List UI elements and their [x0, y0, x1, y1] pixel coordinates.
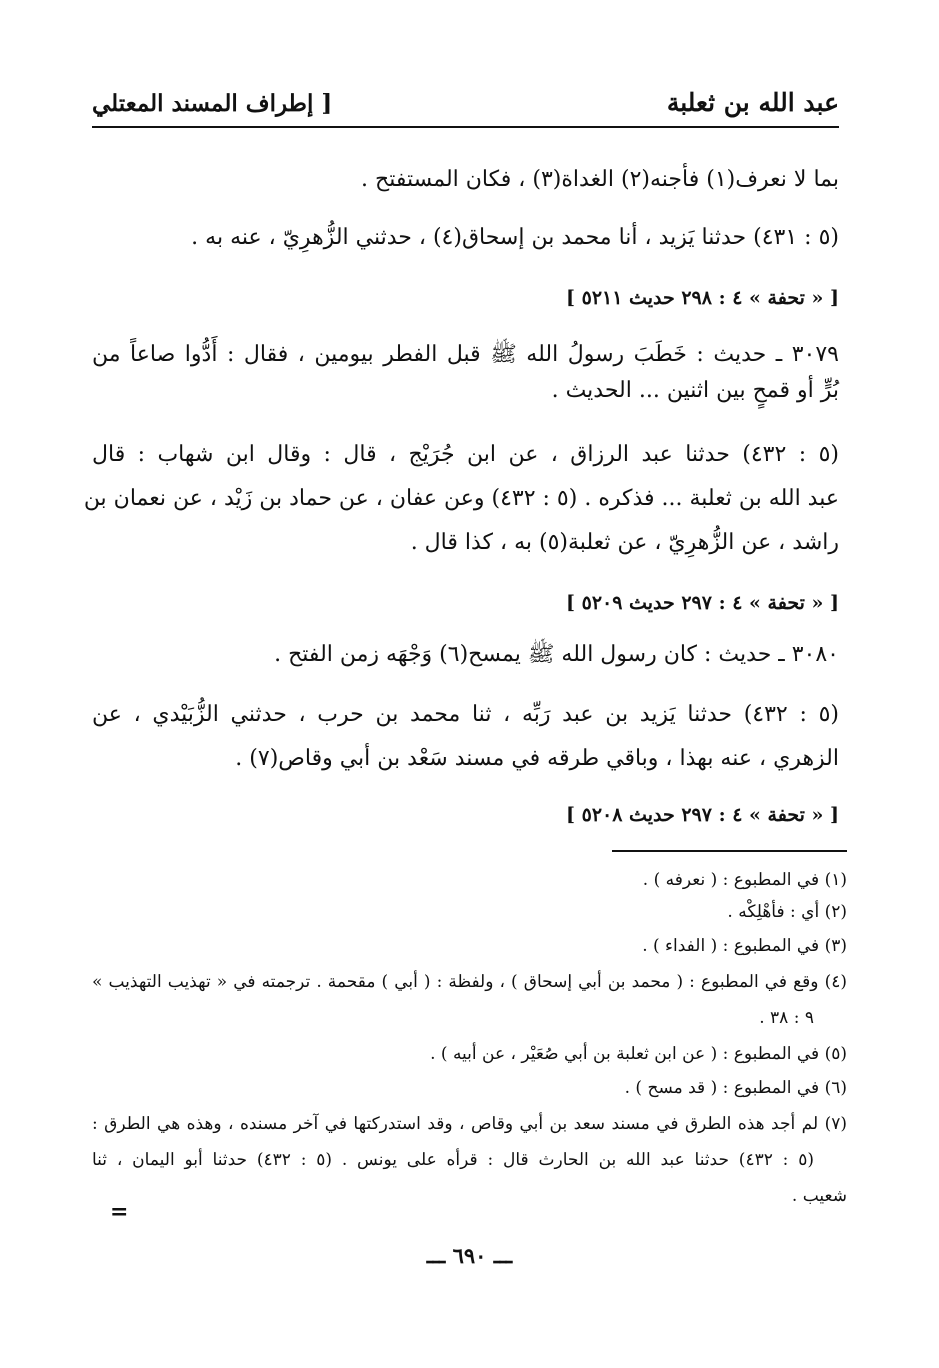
tuhfa-reference: [ « تحفة » ٤ : ٢٩٧ حديث ٥٢٠٩ ]: [566, 592, 839, 614]
isnad-line: (٥ : ٤٣٢) حدثنا عبد الرزاق ، عن ابن جُرَيْج ، قال : وقال ابن شهاب : قال: [92, 442, 839, 467]
running-header-chapter: عبد الله بن ثعلبة: [666, 88, 839, 117]
footnote-3: (٣) في المطبوع : ( الفداء ) .: [642, 936, 847, 956]
hadith-3079-heading: ٣٠٧٩ ـ حديث : خَطَبَ رسولُ الله ﷺ قبل الفطر بيومين ، فقال : أَدُّوا صاعاً من: [92, 342, 839, 367]
footnote-7-end: شعيب .: [791, 1186, 847, 1206]
text-line: بما لا نعرف(١) فأجنه(٢) الغداة(٣) ، فكان المستفتح .: [361, 167, 839, 192]
footnote-separator: [612, 850, 847, 852]
footnote-5: (٥) في المطبوع : ( عن ابن ثعلبة بن أبي صُعَيْر ، عن أبيه ) .: [430, 1044, 847, 1064]
tuhfa-reference: [ « تحفة » ٤ : ٢٩٨ حديث ٥٢١١ ]: [566, 287, 839, 309]
header-rule: [92, 126, 839, 128]
running-header-book: [ إطراف المسند المعتلي: [92, 90, 333, 117]
hadith-3080-heading: ٣٠٨٠ ـ حديث : كان رسول الله ﷺ يمسح(٦) وَجْهَه زمن الفتح .: [274, 642, 839, 667]
isnad-line: الزهري ، عنه بهذا ، وباقي طرقه في مسند سَعْد بن أبي وقاص(٧) .: [235, 746, 839, 771]
continuation-mark: =: [110, 1199, 129, 1225]
footnote-7: (٧) لم أجد هذه الطرق في مسند سعد بن أبي وقاص ، وقد استدركتها في آخر مسنده ، وهذه هي الطرق :: [92, 1114, 847, 1134]
text-line: بُرٍّ أو قمحٍ بين اثنين ... الحديث .: [551, 378, 839, 403]
isnad-line: راشد ، عن الزُّهرِيّ ، عن ثعلبة(٥) به ، كذا قال .: [410, 530, 839, 555]
isnad-line: عبد الله بن ثعلبة ... فذكره . (٥ : ٤٣٢) وعن عفان ، عن حماد بن زَيْد ، عن نعمان بن: [83, 486, 839, 511]
footnote-7-continued: (٥ : ٤٣٢) حدثنا عبد الله بن الحارث قال : قرأه على يونس . (٥ : ٤٣٢) حدثنا أبو اليمان ، ثنا: [92, 1150, 814, 1170]
page-number: ـــ ٦٩٠ ـــ: [426, 1243, 513, 1268]
tuhfa-reference: [ « تحفة » ٤ : ٢٩٧ حديث ٥٢٠٨ ]: [566, 804, 839, 826]
isnad-line: (٥ : ٤٣٢) حدثنا يَزيد بن عبد رَبِّه ، ثنا محمد بن حرب ، حدثني الزُّبَيْدي ، عن: [92, 702, 839, 727]
isnad-line: (٥ : ٤٣١) حدثنا يَزيد ، أنا محمد بن إسحاق(٤) ، حدثني الزُّهرِيّ ، عنه به .: [191, 225, 839, 250]
footnote-4-continued: ٩ : ٣٨ .: [759, 1008, 814, 1028]
footnote-1: (١) في المطبوع : ( نعرفه ) .: [642, 870, 847, 890]
footnote-4: (٤) وقع في المطبوع : ( محمد بن أبي إسحاق ) ، ولفظة : ( أبي ) مقحمة . ترجمته في « تهذيب التهذيب »: [92, 972, 847, 992]
footnote-2: (٢) أي : فأهْلِكْه .: [727, 902, 847, 922]
footnote-6: (٦) في المطبوع : ( قد مسح ) .: [624, 1078, 847, 1098]
